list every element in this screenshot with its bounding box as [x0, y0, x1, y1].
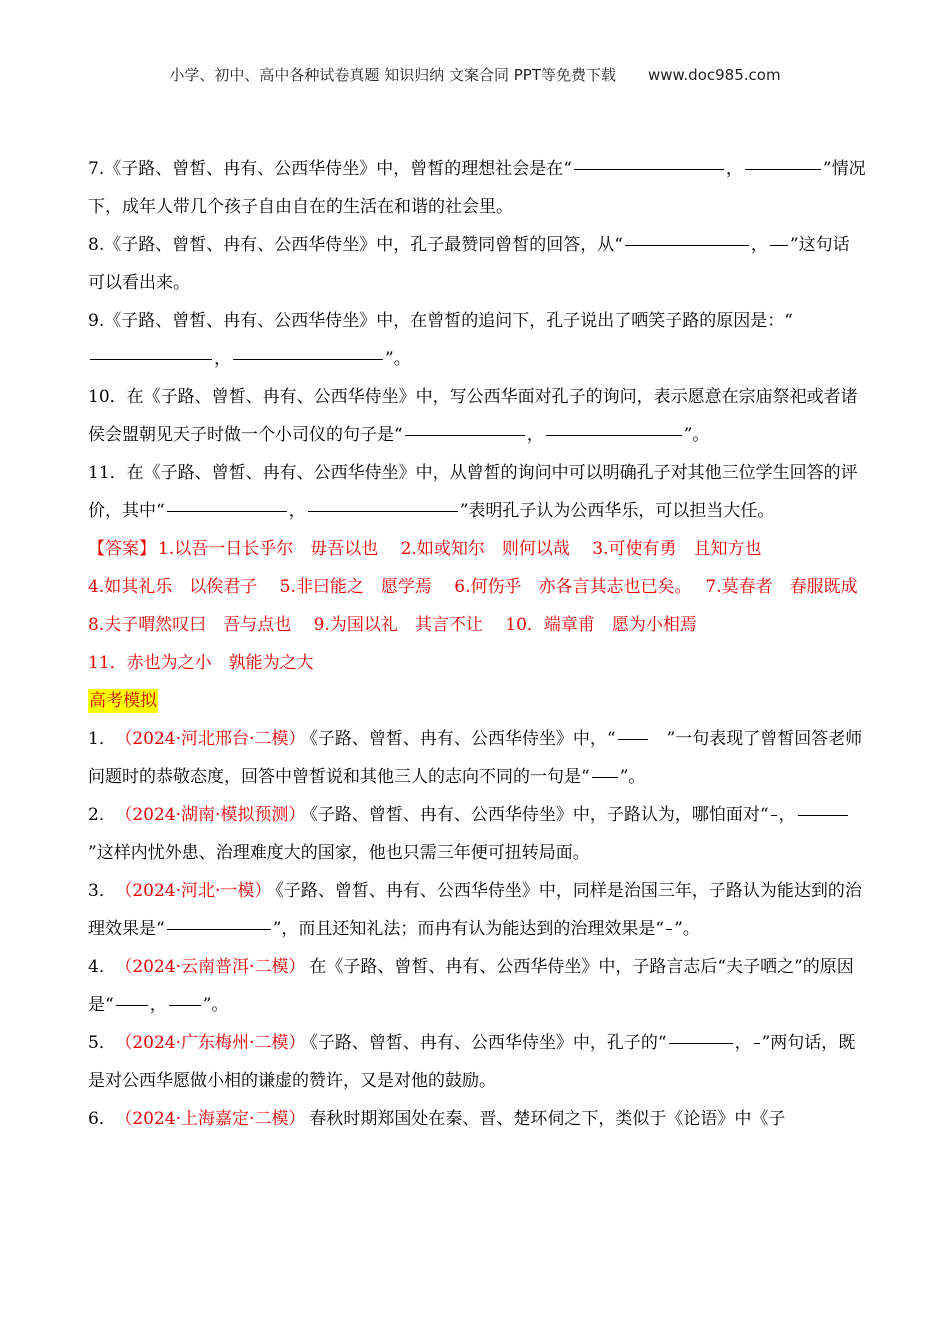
- question-9: 9.《子路、曾皙、冉有、公西华侍坐》中，在曾皙的追问下，孔子说出了哂笑子路的原因是：“， ”。: [88, 311, 793, 369]
- answer-blank[interactable]: [754, 1042, 760, 1044]
- answer-blank[interactable]: [618, 738, 648, 740]
- question-7: 7.《子路、曾皙、冉有、公西华侍坐》中，曾皙的理想社会是在“ ， ”情况下，成年人带几个孩子自由自在的生活在和谐的社会里。: [88, 159, 866, 217]
- answer-blank[interactable]: [771, 814, 777, 816]
- answer-item: 8.夫子喟然叹曰 吾与点也: [88, 615, 292, 635]
- answer-blank[interactable]: [169, 1004, 201, 1006]
- mock-question-3: 3． （2024·河北·一模） 《子路、曾皙、冉有、公西华侍坐》中，同样是治国三年，子路认为能达到的治理效果是“ ”，而且还知礼法；而冉有认为能达到的治理效果是“ ”。: [88, 881, 862, 939]
- page-header: [0, 64, 950, 85]
- question-source: （2024·河北邢台·二模）: [123, 729, 306, 749]
- mock-question-2: 2． （2024·湖南·模拟预测） 《子路、曾皙、冉有、公西华侍坐》中，子路认为，哪怕面对“ ，”这样内忧外患、治理难度大的国家，他也只需三年便可扭转局面。: [88, 796, 866, 872]
- answer-item: 10．端章甫 愿为小相焉: [505, 615, 697, 635]
- document-body: [88, 150, 866, 1138]
- mock-question-6: 6． （2024·上海嘉定·二模） 春秋时期郑国处在秦、晋、楚环伺之下，类似于《论语》中《子: [88, 1109, 786, 1129]
- question-source: （2024·广东梅州·二模）: [123, 1033, 306, 1053]
- question-source: （2024·湖南·模拟预测）: [123, 805, 306, 825]
- answer-blank[interactable]: [666, 928, 672, 930]
- question-11: 11．在《子路、曾皙、冉有、公西华侍坐》中，从曾皙的询问中可以明确孔子对其他三位学生回答的评价，其中“ ， ”表明孔子认为公西华乐，可以担当大任。: [88, 463, 858, 521]
- question-8: 8.《子路、曾皙、冉有、公西华侍坐》中，孔子最赞同曾皙的回答，从“ ， ”这句话可以看出来。: [88, 235, 850, 293]
- answer-item: 9.为国以礼 其言不让: [313, 615, 483, 635]
- answer-blank[interactable]: [798, 814, 848, 816]
- answer-blank[interactable]: [308, 510, 458, 512]
- section-title-row: [88, 682, 866, 720]
- answer-blank[interactable]: [770, 244, 788, 246]
- mock-question-4: 4． （2024·云南普洱·二模） 在《子路、曾皙、冉有、公西华侍坐》中，子路言志后“夫子哂之”的原因是“ ， ”。: [88, 957, 854, 1015]
- answer-item: 5.非曰能之 愿学焉: [279, 577, 432, 597]
- answer-blank[interactable]: [574, 168, 724, 170]
- answer-blank[interactable]: [592, 776, 618, 778]
- answer-item: 2.如或知尔 则何以哉: [400, 539, 570, 559]
- answer-blank[interactable]: [546, 434, 682, 436]
- section-title: 高考模拟: [89, 691, 157, 711]
- answer-blank[interactable]: [167, 928, 271, 930]
- answer-item: 1.以吾一日长乎尔 毋吾以也: [158, 539, 379, 559]
- answer-blank[interactable]: [116, 1004, 148, 1006]
- header-site-link[interactable]: www.doc985.com: [647, 66, 781, 84]
- mock-question-5: 5． （2024·广东梅州·二模） 《子路、曾皙、冉有、公西华侍坐》中，孔子的“ ， ”两句话，既是对公西华愿做小相的谦虚的赞许，又是对他的鼓励。: [88, 1033, 856, 1091]
- question-10: 10．在《子路、曾皙、冉有、公西华侍坐》中，写公西华面对孔子的询问，表示愿意在宗庙祭祀或者诸侯会盟朝见天子时做一个小司仪的句子是“ ， ”。: [88, 387, 858, 445]
- answer-blank[interactable]: [625, 244, 749, 246]
- answer-blank[interactable]: [669, 1042, 733, 1044]
- header-text: 小学、初中、高中各种试卷真题 知识归纳 文案合同 PPT等免费下载: [169, 66, 616, 84]
- mock-question-1: 1． （2024·河北邢台·二模） 《子路、曾皙、冉有、公西华侍坐》中，“ ”一句表现了曾皙回答老师问题时的恭敬态度，回答中曾皙说和其他三人的志向不同的一句是“ ”。: [88, 729, 863, 787]
- answer-item: 11．赤也为之小 孰能为之大: [88, 653, 314, 673]
- question-source: （2024·上海嘉定·二模）: [123, 1109, 306, 1129]
- answer-blank[interactable]: [233, 358, 383, 360]
- answer-tag: 【答案】: [88, 539, 156, 559]
- question-source: （2024·河北·一模）: [123, 881, 272, 901]
- answer-blank[interactable]: [167, 510, 287, 512]
- answer-item: 6.何伤乎 亦各言其志也已矣。: [454, 577, 684, 597]
- answer-item: 3.可使有勇 且知方也: [592, 539, 762, 559]
- answer-blank[interactable]: [90, 358, 212, 360]
- answer-item: 4.如其礼乐 以俟君子: [88, 577, 258, 597]
- question-source: （2024·云南普洱·二模）: [123, 957, 306, 977]
- answer-item: 7.莫春者 春服既成: [705, 577, 858, 597]
- answer-block: [88, 530, 866, 682]
- answer-blank[interactable]: [405, 434, 525, 436]
- answer-blank[interactable]: [745, 168, 821, 170]
